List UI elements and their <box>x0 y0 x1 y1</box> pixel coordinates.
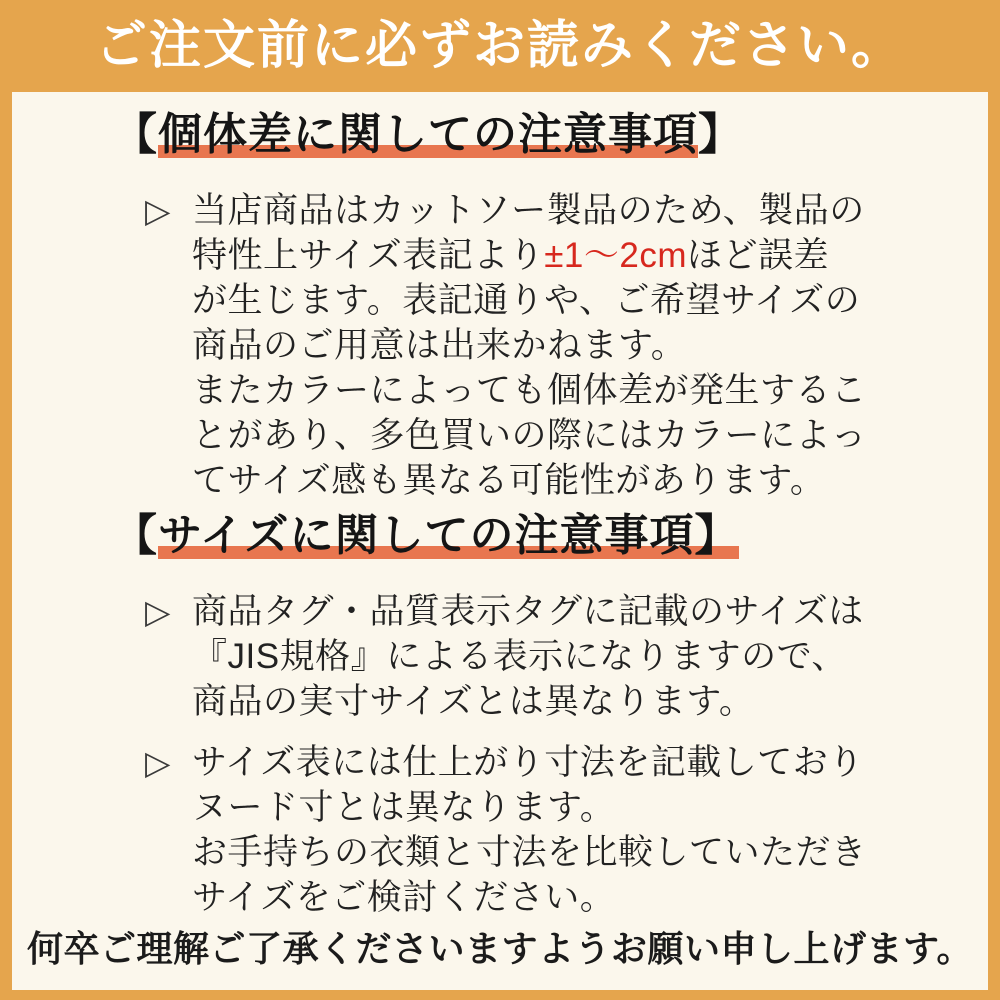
notice-text-measurement <box>192 740 867 920</box>
heading-underlined-text: 個体差に関しての注意事項 <box>158 110 698 159</box>
section-heading-individual-difference <box>113 110 743 160</box>
line-2-pre: 特性上サイズ表記より <box>192 236 545 276</box>
line-2-post: ほど誤差 <box>687 236 830 276</box>
heading-underlined-text <box>158 511 739 560</box>
line-3: 商品の実寸サイズとは異なります。 <box>192 682 755 722</box>
line-4: 商品のご用意は出来かねます。 <box>192 326 687 366</box>
line-6: とがあり、多色買いの際にはカラーによっ <box>192 416 867 456</box>
line-2: ヌード寸とは異なります。 <box>192 788 616 828</box>
top-banner <box>0 0 1000 92</box>
line-4: サイズをご検討ください。 <box>192 878 616 918</box>
notice-item-tolerance <box>145 188 867 503</box>
notice-item-jis <box>145 589 864 724</box>
line-3: が生じます。表記通りや、ご希望サイズの <box>192 281 861 321</box>
section-heading-size <box>113 511 739 561</box>
line-1: 当店商品はカットソー製品のため、製品の <box>192 191 865 231</box>
line-5: またカラーによっても個体差が発生するこ <box>192 371 867 411</box>
bracket-open: 【 <box>113 511 158 561</box>
line-1: サイズ表には仕上がり寸法を記載しており <box>192 743 864 783</box>
heading-text: サイズに関しての注意事項 <box>158 511 695 561</box>
bracket-close: 】 <box>698 110 743 159</box>
line-1: 商品タグ・品質表示タグに記載のサイズは <box>192 592 864 632</box>
footer-note: 何卒ご理解ご了承くださいますようお願い申し上げます。 <box>26 927 974 969</box>
line-2: 『JIS規格』による表示になりますので、 <box>192 637 847 677</box>
triangle-bullet-icon: ▷ <box>145 192 171 230</box>
notice-item-measurement <box>145 740 867 920</box>
line-7: てサイズ感も異なる可能性があります。 <box>192 461 826 501</box>
notice-text-jis <box>192 589 864 724</box>
bracket-open: 【 <box>113 110 158 159</box>
triangle-bullet-icon: ▷ <box>145 593 171 631</box>
bracket-close: 】 <box>694 511 740 561</box>
tolerance-emphasis: ±1〜2cm <box>544 236 687 276</box>
triangle-bullet-icon: ▷ <box>145 744 171 782</box>
line-3: お手持ちの衣類と寸法を比較していただき <box>192 833 867 873</box>
content-panel <box>12 92 988 990</box>
notice-text-tolerance <box>192 188 867 503</box>
banner-title: ご注文前に必ずお読みください。 <box>94 17 905 75</box>
